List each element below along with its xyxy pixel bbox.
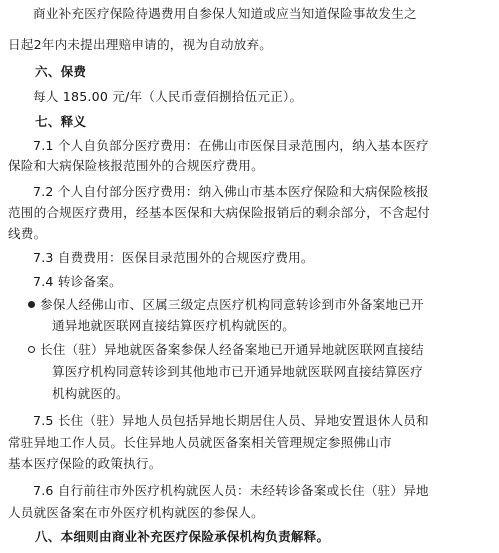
- definition-7-2-line-2: 范围的合规医疗费用，经基本医保和大病保险报销后的剩余部分，不含起付: [8, 205, 431, 220]
- transfer-item-1-line-1: 参保人经佛山市、区属三级定点医疗机构同意转诊到市外备案地已开: [40, 297, 424, 312]
- definition-7-5-line-3: 基本医疗保险的政策执行。: [8, 456, 162, 471]
- transfer-item-1-line-2: 通异地就医联网直接结算医疗机构就医的。: [52, 318, 296, 333]
- transfer-item-2-line-1: 长住（驻）异地就医备案参保人经备案地已开通异地就医联网直接结: [40, 342, 424, 357]
- definition-7-2-line-1: 7.2 个人自付部分医疗费用：纳入佛山市基本医疗保险和大病保险核报: [33, 184, 429, 199]
- definition-7-6-line-1: 7.6 自行前往市外医疗机构就医人员：未经转诊备案或长住（驻）异地: [33, 483, 429, 498]
- definition-7-4: 7.4 转诊备案。: [33, 274, 122, 289]
- definition-7-6-line-2: 人员就医备案在市外医疗机构就医的参保人。: [8, 505, 264, 520]
- section-heading-premium: 六、保费: [35, 64, 87, 79]
- definition-7-3: 7.3 自费费用：医保目录范围外的合规医疗费用。: [33, 250, 314, 265]
- abandon-clause-line-1: 商业补充医疗保险待遇费用自参保人知道或应当知道保险事故发生之: [33, 6, 417, 21]
- definition-7-2-line-3: 线费。: [8, 226, 47, 241]
- section-heading-definitions: 七、释义: [35, 114, 87, 129]
- transfer-item-2-line-3: 机构就医的。: [52, 386, 129, 401]
- transfer-item-2-line-2: 算医疗机构同意转诊到其他地市已开通异地就医联网直接结算医疗: [52, 364, 424, 379]
- definition-7-1-line-2: 保险和大病保险核报范围外的合规医疗费用。: [8, 158, 264, 173]
- definition-7-5-line-1: 7.5 长住（驻）异地人员包括异地长期居住人员、异地安置退休人员和: [33, 413, 429, 428]
- premium-text: 每人 185.00 元/年（人民币壹佰捌拾伍元正）。: [33, 89, 303, 104]
- definition-7-5-line-2: 常驻异地工作人员。长住异地人员就医备案相关管理规定参照佛山市: [8, 435, 392, 450]
- definition-7-1-line-1: 7.1 个人自负部分医疗费用：在佛山市医保目录范围内，纳入基本医疗: [33, 138, 429, 153]
- section-heading-interpretation: 八、本细则由商业补充医疗保险承保机构负责解释。: [35, 529, 330, 544]
- abandon-clause-line-2: 日起2年内未提出理赔申请的，视为自动放弃。: [8, 37, 273, 52]
